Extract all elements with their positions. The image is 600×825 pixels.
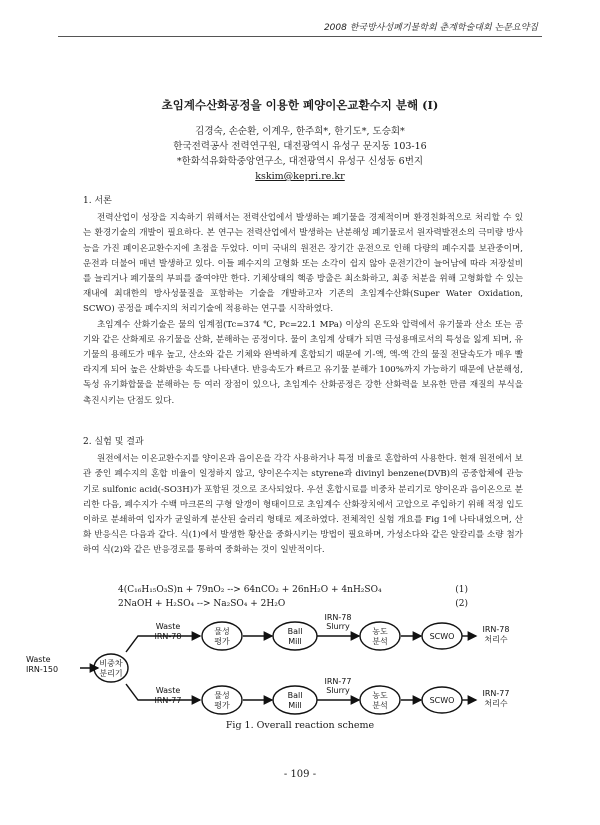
- svg-text:분석: 분석: [372, 637, 388, 646]
- label-scwo: SCWO: [429, 632, 455, 641]
- svg-text:물성: 물성: [214, 691, 230, 700]
- equation-number: (1): [455, 585, 468, 595]
- section-heading: 1. 서론: [83, 196, 112, 206]
- svg-text:처리수: 처리수: [484, 699, 508, 708]
- svg-text:Slurry: Slurry: [326, 686, 350, 695]
- svg-text:농도: 농도: [372, 691, 388, 700]
- label-waste-irn150: Waste: [26, 655, 51, 664]
- label-concentration: 농도: [372, 627, 388, 636]
- svg-text:SCWO: SCWO: [429, 696, 455, 705]
- author-names: 김경숙, 손순환, 이계우, 한주희*, 한기도*, 도승회*: [195, 126, 405, 137]
- label-separator: 비중차: [99, 659, 123, 668]
- svg-text:Mill: Mill: [288, 637, 302, 646]
- paper-title: 초임계수산화공정을 이용한 폐양이온교환수지 분해 (I): [161, 98, 439, 112]
- equation-text: 2NaOH + H₂SO₄ --> Na₂SO₄ + 2H₂O: [118, 599, 286, 609]
- section-introduction: [83, 194, 523, 409]
- paragraph: 전력산업이 성장을 지속하기 위해서는 전력산업에서 발생하는 폐기물을 경제적이며 환경친화적으로 처리할 수 있는 환경기술의 개발이 필요하다. 본 연구는 전력산업에서 발생하는 난분해성 폐기물로서 원자력발전소의 극미량 방사능을 가진 폐이온교환수지에 초점을 두었다. 이미 국내의 원전은 장기간 운전으로 인해 다량의 폐수지를 보관중이며, 운전과 더불어 매년 발생하고 있다. 이들 폐수지의 고형화 또는 소각이 쉽지 않아 운전기간이 늘어남에 따라 저장설비를 늘리거나 폐기물의 부피를 줄여야만 한다. 기체상태의 핵종 방출은 최소화하고, 최종 처분을 위해 고형화할 수 있는 재내에 최대한의 방사성물질을 포함하는 기술을 개발하고자 기존의 초임계수산화(Super Water Oxidation, SCWO) 공정을 폐수지의 처리기술에 적용하는 연구를 시작하였다.: [83, 213, 523, 315]
- label-slurry-irn77: IRN-77: [324, 677, 352, 686]
- section-heading: 2. 실험 및 결과: [83, 437, 144, 447]
- label-slurry-irn78: IRN-78: [324, 613, 352, 622]
- section-experiment: [83, 435, 523, 559]
- affiliation-2: *한화석유화학중앙연구소, 대전광역시 유성구 신성동 6번지: [176, 156, 424, 167]
- equation-text: 4(C₁₆H₁₅O₃S)n + 79nO₂ --> 64nCO₂ + 26nH₂O + 4nH₂SO₄: [118, 585, 382, 595]
- author-block: [0, 124, 600, 184]
- affiliation-1: 한국전력공사 전력연구원, 대전광역시 유성구 문지동 103-16: [173, 141, 427, 152]
- svg-text:분리기: 분리기: [99, 669, 123, 678]
- figure-caption: Fig 1. Overall reaction scheme: [225, 720, 375, 731]
- svg-text:Mill: Mill: [288, 701, 302, 710]
- equation-2: [118, 599, 468, 609]
- svg-text:Slurry: Slurry: [326, 622, 350, 631]
- svg-text:Ball: Ball: [287, 691, 303, 700]
- svg-text:IRN-78: IRN-78: [154, 632, 182, 641]
- svg-text:분석: 분석: [372, 701, 388, 710]
- label-property-eval: 물성: [214, 627, 230, 636]
- conference-header: 2008 한국방사성폐기물학회 춘계학술대회 논문요약집: [323, 23, 538, 33]
- header-rule: [58, 36, 542, 37]
- svg-text:처리수: 처리수: [484, 635, 508, 644]
- svg-text:평가: 평가: [214, 637, 230, 646]
- svg-text:평가: 평가: [214, 701, 230, 710]
- svg-text:IRN-150: IRN-150: [26, 665, 59, 674]
- paragraph: 원전에서는 이온교환수지를 양이온과 음이온을 각각 사용하거나 특정 비율로 혼합하여 사용한다. 현재 원전에서 보관 중인 폐수지의 혼합 비율이 일정하지 않고, 양이온수지는 styrene과 divinyl benzene(DVB)의 공중합체에 관능기로 sulfonic acid(-SO3H)가 포함된 것으로 조사되었다. 우선 혼합시료를 비중차 분리기로 양이온과 음이온으로 분리한 다음, 폐수지가 수백 마크론의 구형 알갱이 형태이므로 초임계수 산화장치에서 고압으로 주입하기 위해 적정 입도 이하로 분쇄하여 입자가 균일하게 분산된 슬러리 형태로 제조하였다. 전체적인 실험 개요를 Fig 1에 나타내었으며, 산화 반응식은 다음과 같다. 식(1)에서 발생한 황산을 중화시키는 방법이 필요하며, 가성소다와 같은 알칼리를 소량 첨가하여 식(2)와 같은 반응경로를 통하여 중화하는 것이 일반적이다.: [83, 454, 523, 556]
- reaction-scheme-diagram: [26, 612, 530, 717]
- equation-1: [118, 585, 468, 595]
- author-email[interactable]: kskim@kepri.re.kr: [255, 171, 345, 182]
- label-output-irn77: IRN-77: [482, 689, 510, 698]
- paragraph: 초임계수 산화기술은 물의 임계점(Tc=374 ℃, Pc=22.1 MPa) 이상의 온도와 압력에서 유기물과 산소 또는 공기와 같은 산화제로 유기물을 산화, 분해하는 공정이다. 물이 초임계 상태가 되면 극성용매로서의 특성을 잃게 되며, 유기물의 용해도가 매우 높고, 산소와 같은 기체와 완벽하게 혼합되기 때문에 기-액, 액-액 간의 물질 전달속도가 매우 빨라지게 되어 높은 산화반응 속도를 나타낸다. 반응속도가 빠르고 유기물 분해가 100%까지 가능하기 때문에 난분해성, 독성 유기화합물을 분해하는 등 여러 장점이 있으나, 초임계수 산화공정은 강한 산화력을 보유한 만큼 재질의 부식을 촉진시키는 단점도 있다.: [83, 319, 523, 406]
- label-ball-mill: Ball: [287, 627, 303, 636]
- svg-text:IRN-77: IRN-77: [154, 696, 182, 705]
- page-number: - 109 -: [283, 769, 317, 780]
- equation-number: (2): [455, 599, 468, 609]
- label-waste-irn77: Waste: [155, 686, 181, 695]
- label-output-irn78: IRN-78: [482, 625, 510, 634]
- label-waste-irn78: Waste: [155, 622, 181, 631]
